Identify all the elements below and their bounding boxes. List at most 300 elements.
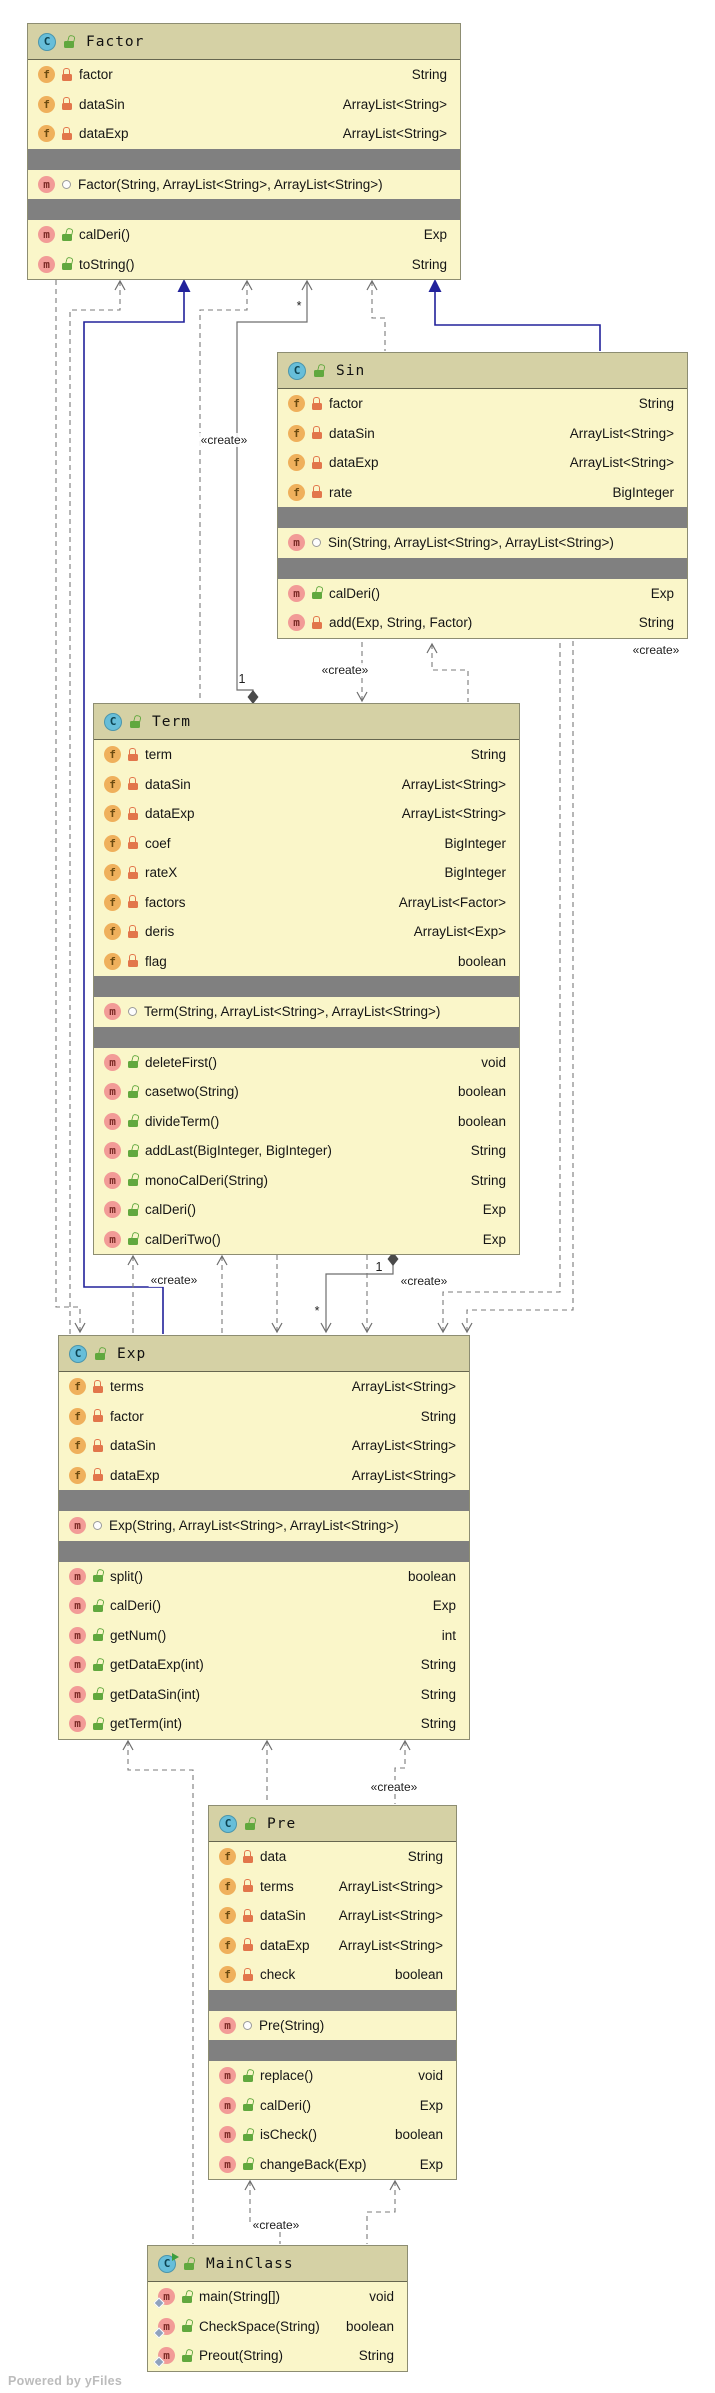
method-icon: m <box>69 1715 86 1732</box>
section-separator <box>209 2040 456 2061</box>
public-lock-icon <box>95 1353 105 1360</box>
method-row <box>209 2091 456 2121</box>
constructor-row <box>28 170 460 200</box>
private-lock-icon <box>93 1474 103 1481</box>
member-type-label: String <box>407 1849 443 1865</box>
private-lock-icon <box>93 1445 103 1452</box>
member-type-label: BigInteger <box>444 865 506 881</box>
private-lock-icon <box>312 491 322 498</box>
field-icon: f <box>219 1878 236 1895</box>
method-row-label: calDeri() <box>329 585 381 601</box>
method-row-label: divideTerm() <box>145 1113 220 1129</box>
inheritance-edge <box>435 281 600 351</box>
constructor-visibility-icon <box>243 2021 252 2030</box>
method-row <box>59 1650 469 1680</box>
method-row <box>59 1621 469 1651</box>
private-lock-icon <box>243 1974 253 1981</box>
dependency-edge <box>200 281 247 702</box>
member-type-label: String <box>358 2348 394 2364</box>
method-icon: m <box>104 1003 121 1020</box>
field-row <box>94 858 519 888</box>
constructor-row <box>59 1511 469 1541</box>
member-type-label: Exp <box>650 585 674 601</box>
field-row <box>28 90 460 120</box>
field-icon: f <box>69 1378 86 1395</box>
public-lock-icon <box>243 2075 253 2082</box>
field-row-label: coef <box>145 835 171 851</box>
create-stereotype-label: «create» <box>321 663 369 677</box>
association-edge <box>326 1265 393 1332</box>
field-row <box>28 60 460 90</box>
field-row <box>209 1931 456 1961</box>
field-row-label: dataSin <box>260 1908 306 1924</box>
class-icon: C <box>288 362 306 380</box>
class-header[interactable] <box>94 704 519 740</box>
member-type-label: String <box>638 396 674 412</box>
method-row <box>209 2150 456 2180</box>
method-row-label: deleteFirst() <box>145 1054 218 1070</box>
method-icon: m <box>288 534 305 551</box>
field-row <box>209 1872 456 1902</box>
dependency-edge <box>250 2181 280 2244</box>
section-separator <box>59 1541 469 1562</box>
class-name: Sin <box>336 362 366 379</box>
method-row-label: casetwo(String) <box>145 1084 239 1100</box>
member-type-label: ArrayList<String> <box>342 96 447 112</box>
private-lock-icon <box>243 1885 253 1892</box>
member-type-label: String <box>470 747 506 763</box>
method-icon: m <box>104 1113 121 1130</box>
class-header[interactable] <box>278 353 687 389</box>
member-type-label: boolean <box>394 1967 443 1983</box>
field-row <box>59 1461 469 1491</box>
field-icon: f <box>69 1437 86 1454</box>
method-row <box>148 2312 407 2342</box>
method-row-label: calDeriTwo() <box>145 1231 221 1247</box>
dependency-edge <box>56 279 80 1332</box>
public-lock-icon <box>93 1634 103 1641</box>
method-icon: m <box>104 1083 121 1100</box>
class-name: Factor <box>86 33 145 50</box>
public-lock-icon <box>128 1091 138 1098</box>
public-lock-icon <box>312 592 322 599</box>
method-icon: m <box>158 2318 175 2335</box>
public-lock-icon <box>128 1150 138 1157</box>
constructor-visibility-icon <box>93 1521 102 1530</box>
method-row-label: replace() <box>260 2068 314 2084</box>
member-type-label: Exp <box>432 1598 456 1614</box>
method-row-label: calDeri() <box>110 1598 162 1614</box>
multiplicity-label: 1 <box>375 1260 383 1274</box>
field-row-label: dataExp <box>260 1937 310 1953</box>
method-icon: m <box>158 2288 175 2305</box>
member-type-label: boolean <box>457 1084 506 1100</box>
field-row-label: deris <box>145 924 175 940</box>
method-icon: m <box>219 2097 236 2114</box>
field-row-label: dataExp <box>79 126 129 142</box>
constructor-row <box>94 997 519 1027</box>
member-type-label: Exp <box>419 2097 443 2113</box>
method-row <box>94 1195 519 1225</box>
private-lock-icon <box>128 813 138 820</box>
method-row <box>94 1107 519 1137</box>
constructor-row-label: Pre(String) <box>259 2017 325 2033</box>
field-icon: f <box>219 1848 236 1865</box>
field-icon: f <box>288 484 305 501</box>
field-row <box>94 947 519 977</box>
class-box-mainclass[interactable] <box>147 2245 408 2372</box>
field-row-label: dataSin <box>110 1438 156 1454</box>
method-row-label: getDataSin(int) <box>110 1686 201 1702</box>
method-row <box>94 1077 519 1107</box>
runnable-class-icon: C <box>158 2255 176 2273</box>
field-row-label: dataSin <box>145 776 191 792</box>
method-icon: m <box>219 2067 236 2084</box>
field-icon: f <box>104 835 121 852</box>
method-row-label: add(Exp, String, Factor) <box>329 615 473 631</box>
method-row <box>59 1680 469 1710</box>
field-icon: f <box>104 805 121 822</box>
create-stereotype-label: «create» <box>400 1274 448 1288</box>
member-type-label: String <box>411 67 447 83</box>
class-header[interactable] <box>209 1806 456 1842</box>
member-type-label: ArrayList<Exp> <box>413 924 506 940</box>
field-row <box>278 419 687 449</box>
constructor-row-label: Exp(String, ArrayList<String>, ArrayList<String>) <box>109 1518 399 1534</box>
method-row-label: calDeri() <box>79 227 131 243</box>
method-row <box>148 2341 407 2371</box>
composition-diamond-icon <box>248 690 259 704</box>
method-row-label: CheckSpace(String) <box>199 2318 320 2334</box>
method-row-label: calDeri() <box>145 1202 197 1218</box>
field-row-label: rateX <box>145 865 178 881</box>
private-lock-icon <box>128 842 138 849</box>
member-type-label: boolean <box>457 953 506 969</box>
class-box-exp[interactable] <box>58 1335 470 1740</box>
field-row <box>59 1431 469 1461</box>
member-type-label: ArrayList<String> <box>401 776 506 792</box>
field-row <box>278 448 687 478</box>
dependency-edge <box>395 1741 405 1804</box>
member-type-label: String <box>420 1716 456 1732</box>
public-lock-icon <box>182 2296 192 2303</box>
public-lock-icon <box>128 1120 138 1127</box>
private-lock-icon <box>128 931 138 938</box>
member-type-label: BigInteger <box>612 484 674 500</box>
member-type-label: void <box>418 2068 443 2084</box>
field-row-label: check <box>260 1967 296 1983</box>
create-stereotype-label: «create» <box>252 2218 300 2232</box>
method-icon: m <box>104 1054 121 1071</box>
field-icon: f <box>219 1907 236 1924</box>
field-icon: f <box>104 864 121 881</box>
field-icon: f <box>104 923 121 940</box>
public-lock-icon <box>93 1575 103 1582</box>
method-icon: m <box>69 1627 86 1644</box>
field-icon: f <box>219 1937 236 1954</box>
section-separator <box>28 199 460 220</box>
private-lock-icon <box>93 1386 103 1393</box>
method-row <box>28 250 460 280</box>
class-icon: C <box>38 33 56 51</box>
method-icon: m <box>104 1172 121 1189</box>
multiplicity-label: * <box>314 1304 320 1318</box>
method-row <box>94 1048 519 1078</box>
member-type-label: ArrayList<Factor> <box>398 894 506 910</box>
create-stereotype-label: «create» <box>150 1273 198 1287</box>
constructor-row-label: Factor(String, ArrayList<String>, ArrayList<String>) <box>78 176 383 192</box>
class-name: MainClass <box>206 2255 294 2272</box>
create-stereotype-label: «create» <box>370 1780 418 1794</box>
member-type-label: boolean <box>345 2318 394 2334</box>
method-row <box>278 579 687 609</box>
field-icon: f <box>288 395 305 412</box>
method-icon: m <box>219 2017 236 2034</box>
public-lock-icon <box>128 1061 138 1068</box>
member-type-label: String <box>420 1657 456 1673</box>
field-row-label: terms <box>260 1878 294 1894</box>
section-separator <box>94 1027 519 1048</box>
field-row-label: dataExp <box>329 455 379 471</box>
private-lock-icon <box>128 960 138 967</box>
member-type-label: boolean <box>457 1113 506 1129</box>
method-icon: m <box>38 176 55 193</box>
public-lock-icon <box>128 1179 138 1186</box>
field-row <box>94 888 519 918</box>
member-type-label: ArrayList<String> <box>569 455 674 471</box>
private-lock-icon <box>62 74 72 81</box>
private-lock-icon <box>93 1415 103 1422</box>
field-row-label: dataExp <box>145 806 195 822</box>
constructor-row-label: Term(String, ArrayList<String>, ArrayList<String>) <box>144 1004 441 1020</box>
method-row-label: Preout(String) <box>199 2348 284 2364</box>
member-type-label: void <box>369 2289 394 2305</box>
method-row <box>148 2282 407 2312</box>
field-row-label: dataSin <box>79 96 125 112</box>
multiplicity-label: 1 <box>238 672 246 686</box>
member-type-label: String <box>470 1143 506 1159</box>
create-stereotype-label: «create» <box>632 643 680 657</box>
field-row <box>209 1901 456 1931</box>
method-icon: m <box>69 1656 86 1673</box>
public-lock-icon <box>93 1723 103 1730</box>
method-icon: m <box>38 226 55 243</box>
method-row <box>59 1709 469 1739</box>
public-lock-icon <box>93 1605 103 1612</box>
member-type-label: Exp <box>482 1231 506 1247</box>
private-lock-icon <box>243 1856 253 1863</box>
method-row-label: getNum() <box>110 1627 167 1643</box>
public-lock-icon <box>182 2355 192 2362</box>
field-row <box>28 119 460 149</box>
static-marker-icon <box>153 2298 164 2309</box>
class-name: Term <box>152 713 191 730</box>
member-type-label: ArrayList<String> <box>338 1878 443 1894</box>
method-row <box>278 608 687 638</box>
dependency-edge <box>372 281 385 351</box>
method-row <box>209 2061 456 2091</box>
member-type-label: String <box>411 256 447 272</box>
public-lock-icon <box>243 2134 253 2141</box>
class-icon: C <box>69 1345 87 1363</box>
method-row-label: monoCalDeri(String) <box>145 1172 269 1188</box>
class-box-sin[interactable] <box>277 352 688 639</box>
method-row-label: split() <box>110 1568 143 1584</box>
member-type-label: int <box>441 1627 456 1643</box>
field-icon: f <box>288 454 305 471</box>
field-row-label: factor <box>329 396 363 412</box>
public-lock-icon <box>243 2104 253 2111</box>
field-icon: f <box>104 953 121 970</box>
field-row-label: factors <box>145 894 186 910</box>
public-lock-icon <box>93 1664 103 1671</box>
method-icon: m <box>69 1686 86 1703</box>
field-row-label: data <box>260 1849 287 1865</box>
private-lock-icon <box>312 622 322 629</box>
private-lock-icon <box>128 901 138 908</box>
class-header[interactable] <box>28 24 460 60</box>
section-separator <box>59 1490 469 1511</box>
field-icon: f <box>38 125 55 142</box>
static-marker-icon <box>153 2357 164 2368</box>
member-type-label: ArrayList<String> <box>351 1467 456 1483</box>
inheritance-arrowhead-icon <box>429 279 442 292</box>
public-lock-icon <box>314 370 324 377</box>
field-icon: f <box>288 425 305 442</box>
private-lock-icon <box>128 783 138 790</box>
field-row <box>209 1842 456 1872</box>
constructor-visibility-icon <box>312 538 321 547</box>
section-separator <box>28 149 460 170</box>
method-row-label: getTerm(int) <box>110 1716 183 1732</box>
method-icon: m <box>104 1231 121 1248</box>
member-type-label: boolean <box>394 2127 443 2143</box>
member-type-label: String <box>420 1408 456 1424</box>
private-lock-icon <box>312 403 322 410</box>
public-lock-icon <box>182 2325 192 2332</box>
field-icon: f <box>38 66 55 83</box>
method-row <box>209 2120 456 2150</box>
method-row <box>94 1166 519 1196</box>
member-type-label: BigInteger <box>444 835 506 851</box>
field-row-label: factor <box>79 67 113 83</box>
member-type-label: void <box>481 1054 506 1070</box>
dependency-edge <box>367 2181 395 2244</box>
method-row-label: addLast(BigInteger, BigInteger) <box>145 1143 332 1159</box>
field-row-label: dataSin <box>329 425 375 441</box>
public-lock-icon <box>130 721 140 728</box>
method-row-label: toString() <box>79 256 135 272</box>
public-lock-icon <box>62 263 72 270</box>
constructor-row <box>278 528 687 558</box>
field-row <box>209 1960 456 1990</box>
public-lock-icon <box>62 234 72 241</box>
member-type-label: String <box>420 1686 456 1702</box>
field-row-label: flag <box>145 953 167 969</box>
section-separator <box>278 558 687 579</box>
field-icon: f <box>104 894 121 911</box>
method-icon: m <box>219 2156 236 2173</box>
class-box-factor[interactable] <box>27 23 461 280</box>
public-lock-icon <box>243 2163 253 2170</box>
method-icon: m <box>69 1568 86 1585</box>
field-row <box>59 1402 469 1432</box>
section-separator <box>94 976 519 997</box>
private-lock-icon <box>62 133 72 140</box>
multiplicity-label: * <box>296 299 302 313</box>
field-row <box>94 829 519 859</box>
member-type-label: ArrayList<String> <box>351 1379 456 1395</box>
method-row <box>59 1591 469 1621</box>
public-lock-icon <box>184 2263 194 2270</box>
field-row-label: term <box>145 747 172 763</box>
field-row <box>278 389 687 419</box>
method-icon: m <box>104 1201 121 1218</box>
member-type-label: String <box>638 615 674 631</box>
class-header[interactable] <box>148 2246 407 2282</box>
member-type-label: boolean <box>407 1568 456 1584</box>
private-lock-icon <box>128 872 138 879</box>
private-lock-icon <box>312 462 322 469</box>
field-row <box>59 1372 469 1402</box>
member-type-label: ArrayList<String> <box>351 1438 456 1454</box>
method-row <box>94 1225 519 1255</box>
class-box-pre[interactable] <box>208 1805 457 2180</box>
constructor-row-label: Sin(String, ArrayList<String>, ArrayList<String>) <box>328 535 614 551</box>
field-row <box>94 770 519 800</box>
method-icon: m <box>69 1517 86 1534</box>
member-type-label: ArrayList<String> <box>338 1937 443 1953</box>
class-icon: C <box>104 713 122 731</box>
static-marker-icon <box>153 2327 164 2338</box>
field-icon: f <box>69 1408 86 1425</box>
member-type-label: ArrayList<String> <box>401 806 506 822</box>
class-box-term[interactable] <box>93 703 520 1255</box>
public-lock-icon <box>128 1238 138 1245</box>
field-row-label: dataExp <box>110 1467 160 1483</box>
field-icon: f <box>104 776 121 793</box>
method-icon: m <box>69 1597 86 1614</box>
constructor-visibility-icon <box>62 180 71 189</box>
private-lock-icon <box>62 103 72 110</box>
dependency-edge <box>128 1741 193 2244</box>
method-row-label: changeBack(Exp) <box>260 2156 367 2172</box>
class-header[interactable] <box>59 1336 469 1372</box>
public-lock-icon <box>93 1693 103 1700</box>
member-type-label: ArrayList<String> <box>342 126 447 142</box>
method-icon: m <box>104 1142 121 1159</box>
section-separator <box>209 1990 456 2011</box>
constructor-row <box>209 2011 456 2041</box>
private-lock-icon <box>128 754 138 761</box>
class-name: Pre <box>267 1815 297 1832</box>
method-row <box>28 220 460 250</box>
member-type-label: String <box>470 1172 506 1188</box>
method-row-label: isCheck() <box>260 2127 318 2143</box>
private-lock-icon <box>243 1915 253 1922</box>
field-icon: f <box>219 1966 236 1983</box>
field-icon: f <box>69 1467 86 1484</box>
private-lock-icon <box>243 1944 253 1951</box>
member-type-label: Exp <box>419 2156 443 2172</box>
field-icon: f <box>38 96 55 113</box>
member-type-label: ArrayList<String> <box>338 1908 443 1924</box>
field-row-label: factor <box>110 1408 144 1424</box>
field-row <box>94 917 519 947</box>
method-icon: m <box>158 2347 175 2364</box>
method-icon: m <box>288 614 305 631</box>
field-row <box>94 799 519 829</box>
